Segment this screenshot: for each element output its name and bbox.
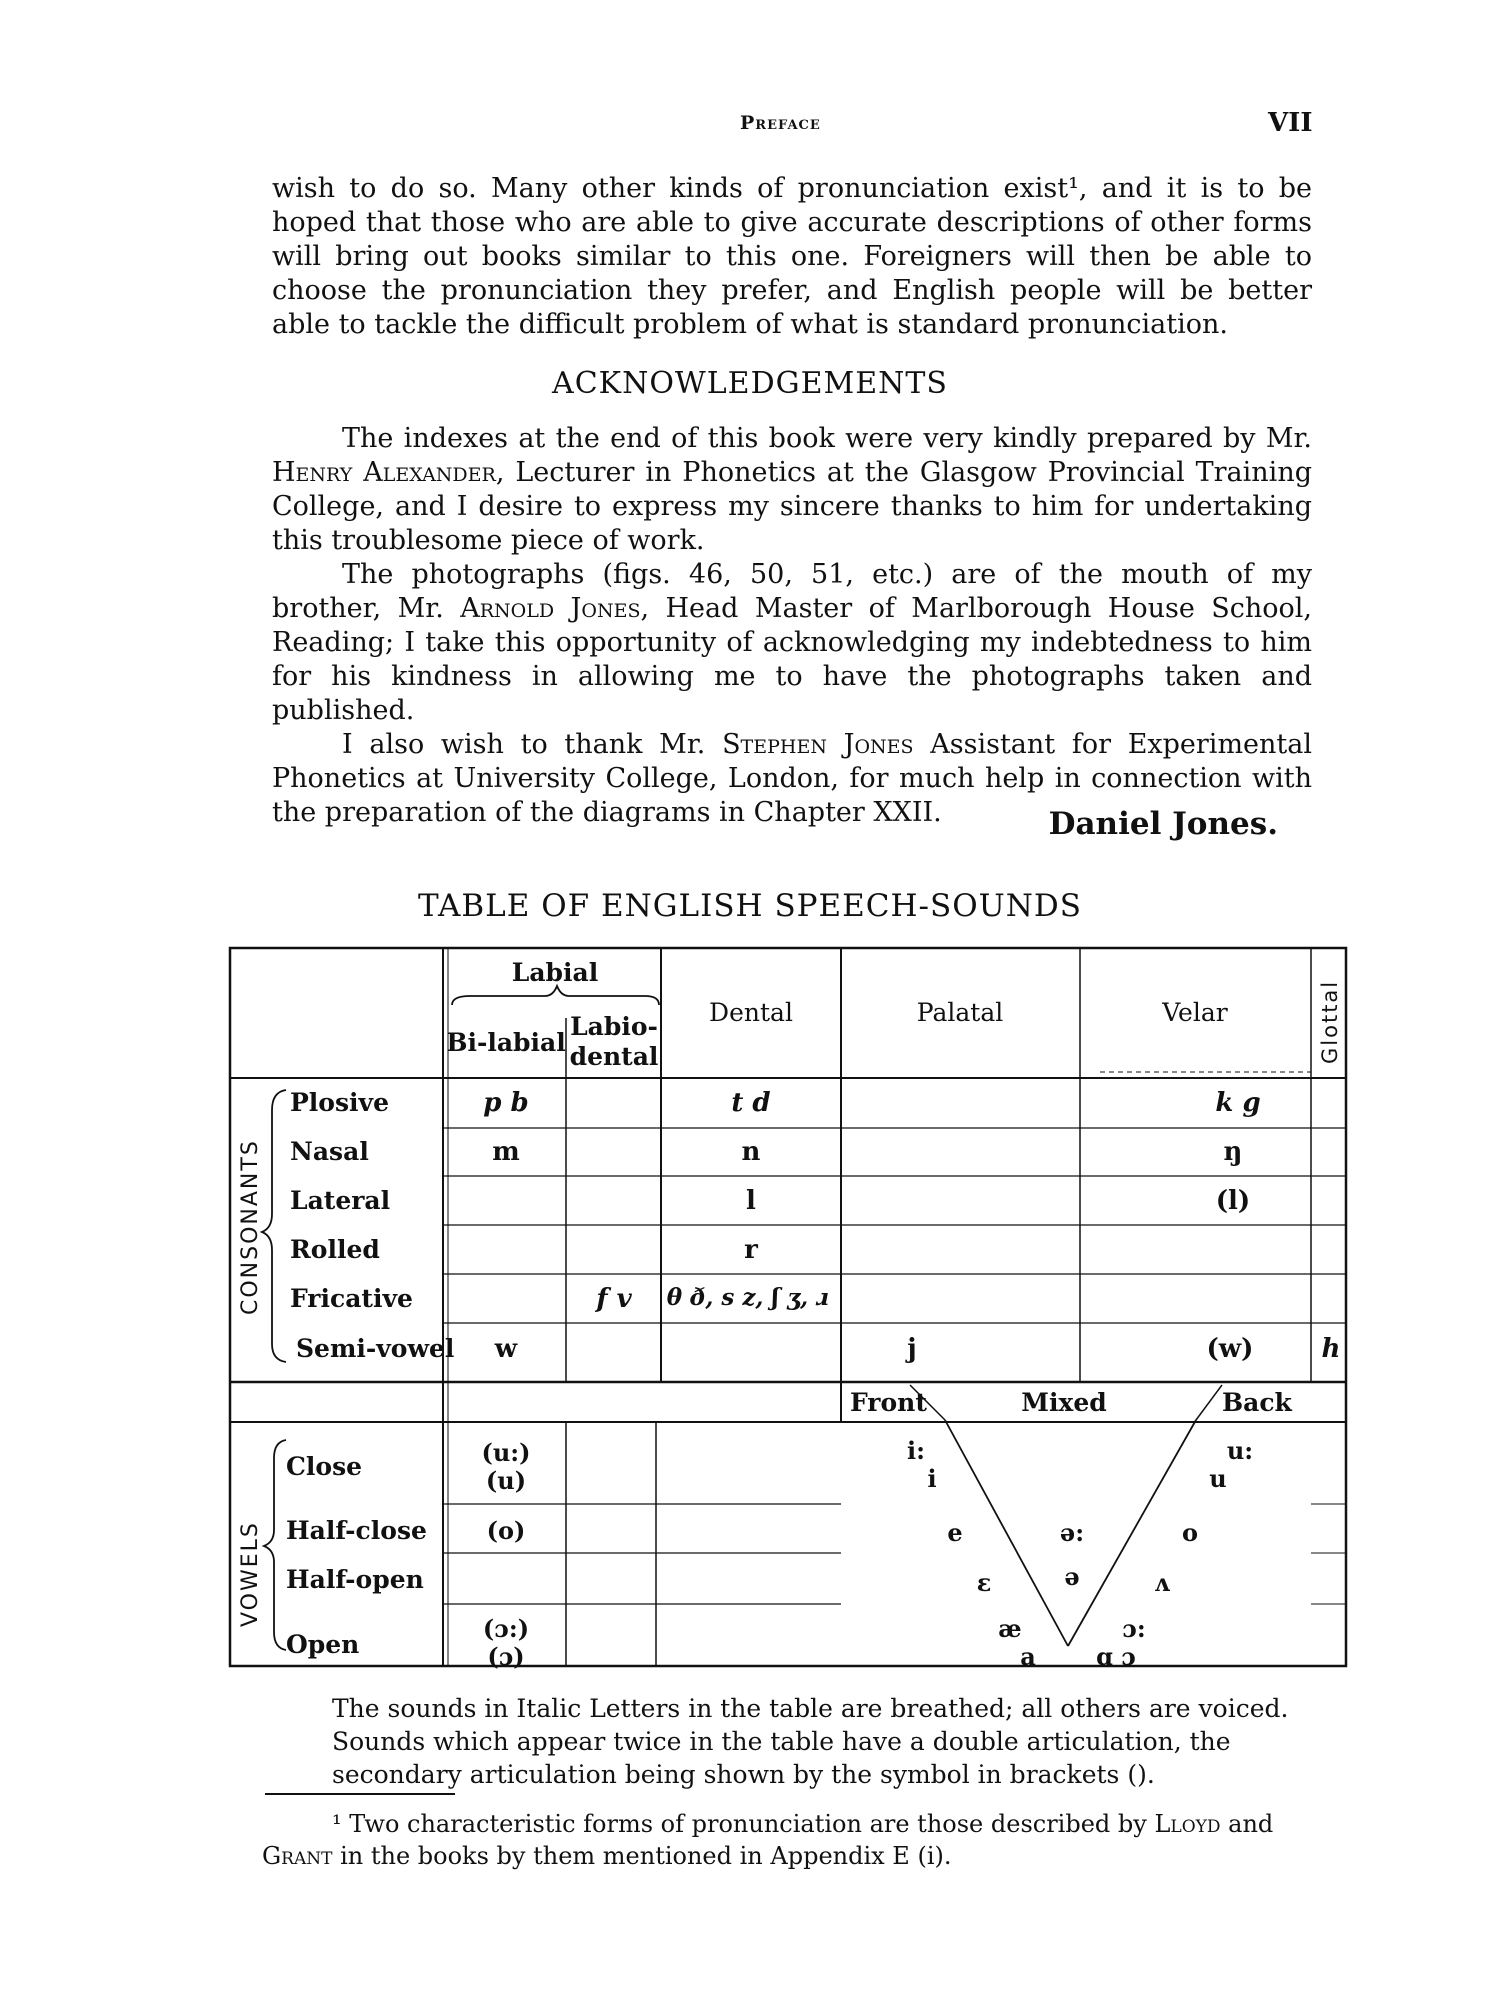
table-notes <box>262 1692 1312 1791</box>
vowel-schwa: ə <box>1064 1562 1080 1591</box>
vowel-ae: æ <box>998 1614 1022 1643</box>
sym-open-2: (ɔ) <box>487 1642 525 1671</box>
sym-half-close: (o) <box>486 1516 526 1545</box>
group-vowels: VOWELS <box>238 1521 263 1627</box>
ack-paragraph-3: I also wish to thank Mr. Stephen Jones Assistant for Experimental Phonetics at University College, London, for much help in connection with the preparation of the diagrams in Chapter XXII. <box>272 729 1312 828</box>
sym-glottal-semivowel: h <box>1321 1334 1341 1364</box>
row-lateral: Lateral <box>290 1186 391 1215</box>
col-labiodental-2: dental <box>569 1042 659 1071</box>
sym-velar-nasal: ŋ <box>1223 1137 1243 1167</box>
vowel-open-o-long: ɔ: <box>1122 1614 1146 1643</box>
note-line-1: The sounds in Italic Letters in the table are breathed; all others are voiced. <box>332 1694 1289 1723</box>
group-consonants: CONSONANTS <box>238 1139 263 1315</box>
row-nasal: Nasal <box>290 1137 369 1166</box>
col-labiodental-1: Labio- <box>570 1012 658 1041</box>
vowel-schwa-long: ə: <box>1059 1518 1085 1547</box>
vowel-e: e <box>947 1518 963 1547</box>
vowel-o: o <box>1181 1518 1199 1547</box>
vowel-u: u <box>1209 1464 1227 1493</box>
col-dental: Dental <box>709 998 793 1027</box>
name-henry-alexander: Henry Alexander <box>272 457 496 488</box>
sym-close-2: (u) <box>485 1466 527 1495</box>
ack-paragraph-1: The indexes at the end of this book were very kindly prepared by Mr. Henry Alexander, Lecturer in Phonetics at the Glasgow Provincial Training College, and I desire to express my sincere thanks to him for undertaking this troublesome piece of work. <box>272 423 1312 556</box>
sym-close-1: (u:) <box>481 1438 531 1467</box>
sym-dental-rolled: r <box>744 1235 758 1265</box>
sym-velar-lateral: (l) <box>1215 1186 1251 1216</box>
row-open: Open <box>286 1630 360 1659</box>
col-bilabial: Bi-labial <box>446 1028 566 1057</box>
name-arnold-jones: Arnold Jones <box>460 593 641 624</box>
footnote: ¹ Two characteristic forms of pronunciation are those described by Lloyd and Grant in the books by them mentioned in Appendix E (i). <box>262 1810 1274 1870</box>
vowel-epsilon: ɛ <box>976 1568 992 1597</box>
sym-dental-nasal: n <box>741 1137 761 1167</box>
vowel-alpha-o: ɑ ɔ <box>1096 1642 1136 1671</box>
row-half-close: Half-close <box>286 1516 427 1545</box>
name-grant: Grant <box>262 1842 333 1870</box>
vowel-front: Front <box>850 1388 927 1417</box>
sym-bilabial-nasal: m <box>492 1137 520 1167</box>
running-head: Preface <box>740 112 821 134</box>
sym-palatal-semivowel: j <box>907 1334 917 1364</box>
row-semivowel: Semi-vowel <box>296 1334 455 1363</box>
sym-dental-lateral: l <box>746 1186 756 1216</box>
vowel-back: Back <box>1222 1388 1292 1417</box>
row-rolled: Rolled <box>290 1235 380 1264</box>
table-title: TABLE OF ENGLISH SPEECH-SOUNDS <box>417 888 1083 924</box>
name-stephen-jones: Stephen Jones <box>722 729 914 760</box>
name-lloyd: Lloyd <box>1154 1810 1221 1838</box>
row-plosive: Plosive <box>290 1088 389 1117</box>
vowel-u-long: u: <box>1226 1436 1254 1465</box>
sym-labiodental-fricative: f v <box>596 1284 632 1314</box>
sym-dental-plosive: t d <box>731 1088 771 1118</box>
sym-bilabial-semivowel: w <box>494 1334 518 1364</box>
sym-dental-fricative: θ ð, s z, ʃ ʒ, ɹ <box>666 1284 830 1311</box>
signature: Daniel Jones. <box>1048 806 1278 842</box>
row-half-open: Half-open <box>286 1565 424 1594</box>
col-glottal: Glottal <box>1318 979 1342 1064</box>
ack-paragraph-2: The photographs (figs. 46, 50, 51, etc.) are of the mouth of my brother, Mr. Arnold Jones, Head Master of Marlborough House School, Reading; I take this opportunity of acknowledging my indebtedness to him for his kindness in allowing me to have the photographs taken and published. <box>272 559 1312 726</box>
vowel-wedge: ʌ <box>1154 1568 1170 1597</box>
footnote-rule <box>265 1793 455 1795</box>
vowel-i-long: i: <box>907 1436 925 1465</box>
note-line-2: Sounds which appear twice in the table have a double articulation, the secondary articulation being shown by the symbol in brackets (). <box>332 1727 1231 1789</box>
row-fricative: Fricative <box>290 1284 413 1313</box>
intro-text: wish to do so. Many other kinds of pronunciation exist¹, and it is to be hoped that those who are able to give accurate descriptions of other forms will bring out books similar to this one. Foreigners will then be able to choose the pronunciation they prefer, and English people will be better able to tackle the difficult problem of what is standard pronunciation. <box>272 173 1312 340</box>
sym-velar-semivowel: (w) <box>1206 1334 1254 1364</box>
col-palatal: Palatal <box>916 998 1004 1027</box>
sym-velar-plosive: k g <box>1215 1088 1261 1118</box>
col-labial: Labial <box>511 958 599 987</box>
page-number: VII <box>1268 108 1313 138</box>
sym-bilabial-plosive: p b <box>483 1088 529 1118</box>
col-velar: Velar <box>1162 998 1228 1027</box>
row-close: Close <box>286 1452 363 1481</box>
acknowledgements-heading: ACKNOWLEDGEMENTS <box>552 366 948 401</box>
sym-open-1: (ɔ:) <box>482 1614 530 1643</box>
vowel-i: i <box>927 1464 937 1493</box>
vowel-a: a <box>1020 1642 1036 1671</box>
vowel-mixed: Mixed <box>1021 1388 1107 1417</box>
